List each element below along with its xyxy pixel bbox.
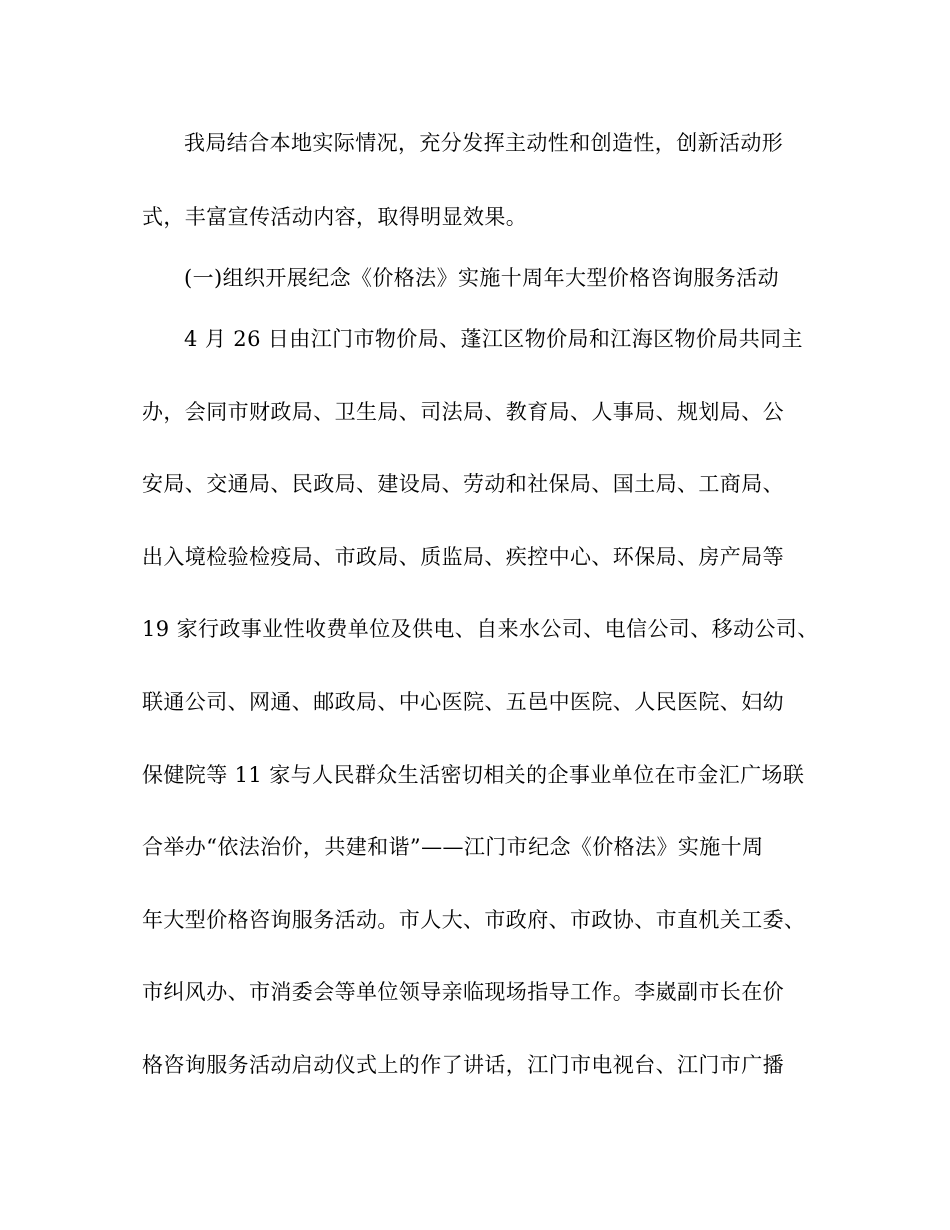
paragraph-line: 安局、交通局、民政局、建设局、劳动和社保局、国土局、工商局、 <box>142 472 784 496</box>
paragraph-line: 式，丰富宣传活动内容，取得明显效果。 <box>142 205 528 229</box>
paragraph-line: 保健院等 11 家与人民群众生活密切相关的企事业单位在市金汇广场联 <box>142 763 805 787</box>
paragraph-line: 办，会同市财政局、卫生局、司法局、教育局、人事局、规划局、公 <box>142 400 784 424</box>
paragraph-line: 19 家行政事业性收费单位及供电、自来水公司、电信公司、移动公司、 <box>142 617 819 641</box>
paragraph-line: 出入境检验检疫局、市政局、质监局、疾控中心、环保局、房产局等 <box>142 545 784 569</box>
paragraph-line: 市纠风办、市消委会等单位领导亲临现场指导工作。李崴副市长在价 <box>142 980 784 1004</box>
paragraph-line: 格咨询服务活动启动仪式上的作了讲话，江门市电视台、江门市广播 <box>142 1053 784 1077</box>
paragraph-line: 联通公司、网通、邮政局、中心医院、五邑中医院、人民医院、妇幼 <box>142 690 784 714</box>
paragraph-line: 年大型价格咨询服务活动。市人大、市政府、市政协、市直机关工委、 <box>142 908 806 932</box>
paragraph-line: 4 月 26 日由江门市物价局、蓬江区物价局和江海区物价局共同主 <box>184 327 803 351</box>
paragraph-line: 我局结合本地实际情况，充分发挥主动性和创造性，创新活动形 <box>184 131 784 155</box>
section-heading: (一)组织开展纪念《价格法》实施十周年大型价格咨询服务活动 <box>184 266 779 290</box>
paragraph-line: 合举办“依法治价，共建和谐”——江门市纪念《价格法》实施十周 <box>142 835 764 859</box>
